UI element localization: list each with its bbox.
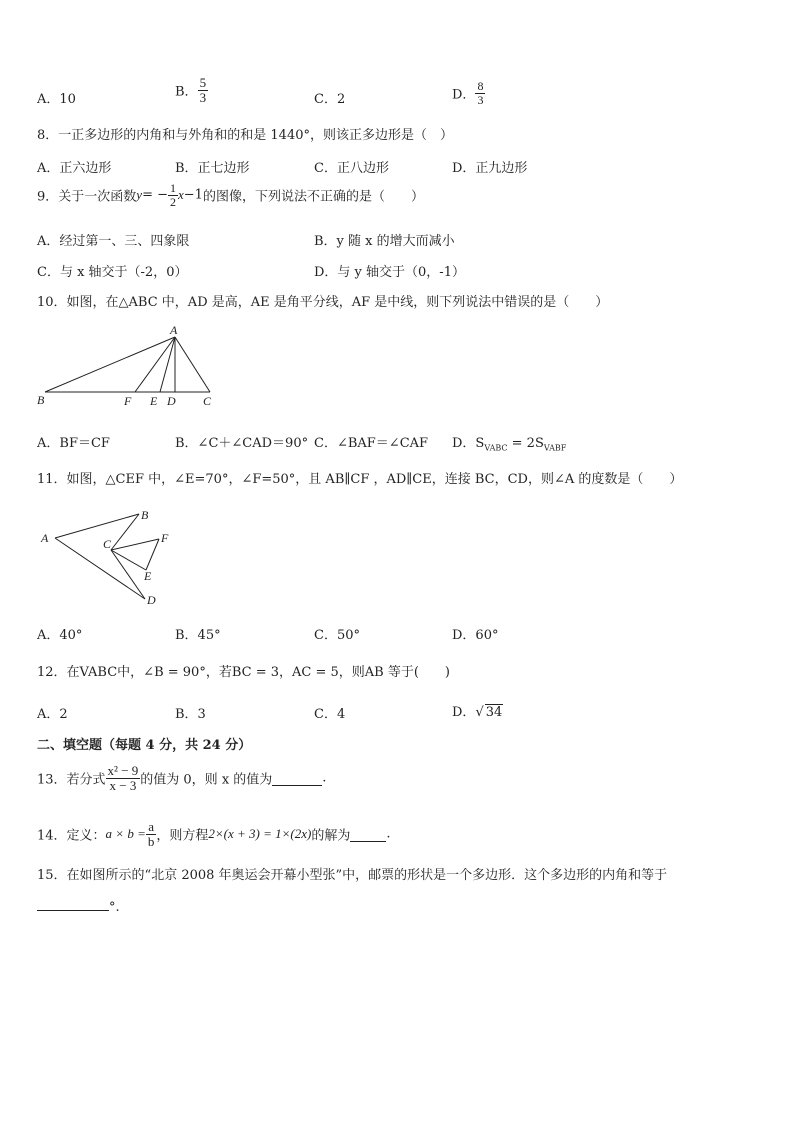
q10-option-b: B．∠C＋∠CAD＝90°	[175, 436, 309, 451]
label-e: E	[150, 394, 158, 408]
q7-option-d	[452, 80, 485, 106]
segment-cd	[111, 550, 145, 599]
label-f: F	[124, 394, 132, 408]
numerator: x² − 9	[107, 763, 139, 778]
option-text: D．S	[452, 436, 485, 451]
q8-option-a: A．正六边形	[37, 161, 112, 176]
label-d: D	[167, 394, 176, 408]
var-y: y	[136, 187, 143, 203]
q7-option-c	[314, 88, 345, 107]
q11-option-a: A．40°	[37, 628, 83, 643]
stem-end: .	[386, 826, 391, 842]
denominator: 3	[199, 89, 207, 105]
fraction	[146, 820, 157, 848]
option-letter: C．	[314, 92, 337, 107]
option-letter: D．	[452, 87, 476, 103]
stem-text: 的图像，下列说法不正确的是（ ）	[202, 189, 424, 205]
q15-line2	[37, 896, 120, 915]
q10-option-d	[452, 432, 566, 453]
q11-option-c: C．50°	[314, 628, 360, 643]
fraction	[106, 764, 141, 792]
q12-option-a: A．2	[37, 707, 68, 722]
q8-option-d: D．正九边形	[452, 161, 528, 176]
fraction	[168, 182, 178, 208]
option-value: 10	[59, 92, 76, 107]
q10-option-a: A．BF＝CF	[37, 436, 110, 451]
minus-one: −1	[183, 187, 203, 203]
fraction	[475, 80, 485, 106]
q8-option-b: B．正七边形	[175, 161, 250, 176]
segment-ad	[55, 538, 145, 599]
q10-option-c: C．∠BAF＝∠CAF	[314, 436, 429, 451]
q12-option-c: C．4	[314, 707, 346, 722]
q11-stem: 11．如图，△CEF 中，∠E=70°，∠F=50°，且 AB∥CF ，AD∥CE，连接 BC，CD，则∠A 的度数是（ ）	[37, 472, 683, 487]
equation: 2×(x + 3) = 1×(2x)	[208, 826, 312, 842]
q15-line1: 15．在如图所示的“北京 2008 年奥运会开幕小型张”中，邮票的形状是一个多边形．这个多边形的内角和等于	[37, 868, 668, 883]
label-f: F	[161, 531, 169, 545]
label-a: A	[41, 531, 49, 545]
stem-text: 的解为	[311, 828, 351, 844]
fraction	[198, 76, 209, 104]
denominator: x − 3	[109, 777, 137, 793]
q9-option-b: B．y 随 x 的增大而减小	[314, 234, 455, 249]
subscript: VABF	[543, 443, 567, 453]
denominator: 3	[477, 92, 484, 107]
q9-option-a: A．经过第一、三、四象限	[37, 234, 190, 249]
segment-ac	[175, 337, 210, 392]
stem-text: 的值为 0，则 x 的值为	[140, 772, 273, 788]
option-letter: D．	[452, 705, 476, 720]
q8-stem: 8．一正多边形的内角和与外角和的和是 1440°，则该正多边形是（ ）	[37, 128, 453, 143]
q10-triangle-figure	[30, 320, 230, 410]
answer-blank[interactable]	[272, 771, 322, 786]
q11-option-b: B．45°	[175, 628, 221, 643]
q8-option-c: C．正八边形	[314, 161, 389, 176]
section-title: 二、填空题（每题 4 分，共 24 分）	[37, 738, 252, 753]
denominator: 2	[169, 194, 176, 209]
sqrt-icon: √	[475, 705, 484, 720]
numerator: 5	[199, 75, 207, 90]
q12-option-b: B．3	[175, 707, 206, 722]
definition-lhs: a × b =	[105, 826, 146, 842]
q12-stem: 12．在VABC中，∠B = 90°，若BC = 3，AC = 5，则AB 等于( )	[37, 665, 450, 680]
label-c: C	[203, 394, 212, 408]
q12-option-d	[452, 701, 503, 720]
q13-stem	[37, 764, 326, 792]
answer-blank[interactable]	[37, 896, 109, 911]
label-b: B	[141, 508, 149, 522]
numerator: a	[146, 820, 157, 835]
subscript: VABC	[484, 443, 508, 453]
label-d: D	[147, 593, 156, 607]
label-a: A	[170, 323, 178, 337]
label-e: E	[144, 569, 152, 583]
numerator: 1	[169, 181, 176, 195]
segment-ae	[160, 337, 175, 392]
option-letter: B．	[175, 84, 198, 100]
stem-text: 14．定义：	[37, 828, 106, 844]
equals-minus: = −	[142, 187, 168, 203]
q9-option-d: D．与 y 轴交于（0，-1）	[314, 265, 465, 280]
stem-end: °.	[109, 900, 120, 915]
option-letter: A．	[37, 92, 60, 107]
option-value: 2	[336, 92, 346, 107]
option-text: = 2S	[507, 436, 544, 451]
q11-figure	[35, 500, 185, 612]
label-b: B	[37, 393, 45, 407]
segment-ab	[55, 514, 139, 538]
var-x: x	[177, 187, 184, 203]
segment-ce	[111, 550, 146, 570]
q11-option-d: D．60°	[452, 628, 499, 643]
stem-text: 9．关于一次函数	[37, 189, 137, 205]
answer-blank[interactable]	[350, 827, 386, 842]
label-c: C	[103, 537, 112, 551]
stem-text: 13．若分式	[37, 772, 106, 788]
q7-option-b	[175, 76, 208, 104]
radicand: 34	[485, 705, 503, 720]
segment-fe	[146, 539, 159, 570]
stem-text: ，则方程	[156, 828, 209, 844]
stem-end: .	[322, 770, 327, 786]
q7-option-a	[37, 88, 76, 107]
q14-stem	[37, 820, 390, 848]
denominator: b	[147, 833, 155, 849]
q9-option-c: C．与 x 轴交于（-2，0）	[37, 265, 188, 280]
q9-stem	[37, 182, 424, 208]
numerator: 8	[477, 79, 484, 93]
q10-stem: 10．如图，在△ABC 中，AD 是高，AE 是角平分线，AF 是中线，则下列说法中错误的是（ ）	[37, 295, 609, 310]
